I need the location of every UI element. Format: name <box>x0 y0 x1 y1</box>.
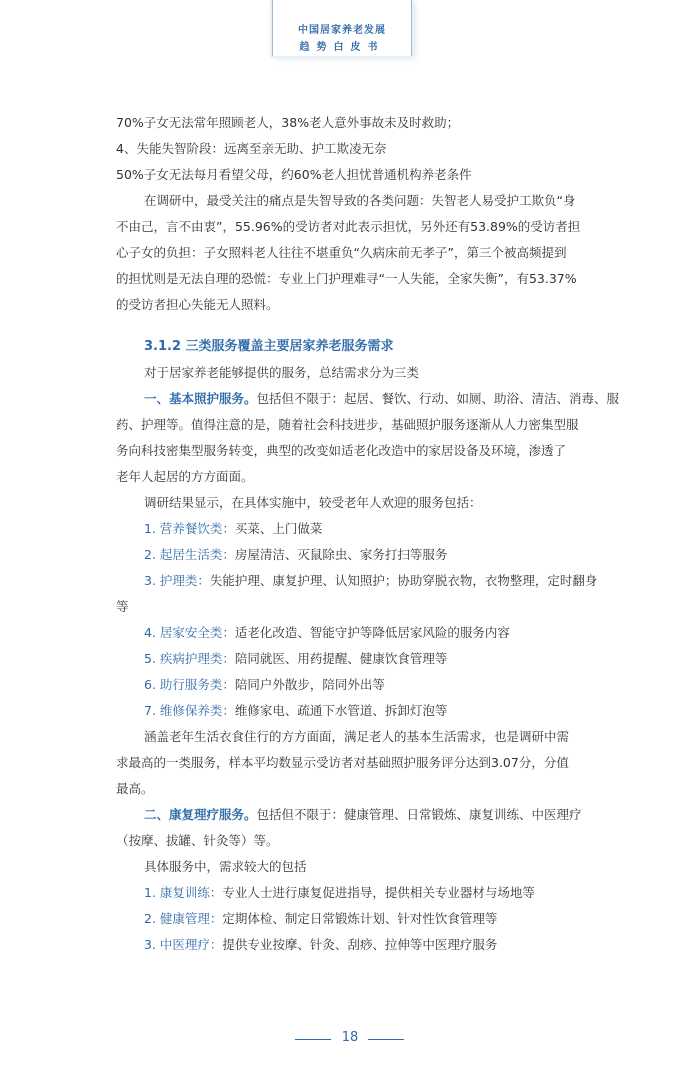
rehab-service-item <box>116 906 586 932</box>
page-footer <box>0 1030 700 1050</box>
header-title-line2: 趋势白皮书 <box>299 42 385 53</box>
basic-care-line <box>116 386 620 412</box>
page-number: 18 <box>341 1030 359 1045</box>
rehab-label: 二、康复理疗服务。 <box>144 807 257 822</box>
service-text: 陪同户外散步，陪同外出等 <box>234 677 385 692</box>
paragraph: 70%子女无法常年照顾老人，38%老人意外事故未及时救助； <box>116 115 460 130</box>
paragraph: 50%子女无法每月看望父母，约60%老人担忧普通机构养老条件 <box>116 167 472 182</box>
service-text: 失能护理、康复护理、认知照护；协助穿脱衣物，衣物整理，定时翻身 <box>209 573 598 588</box>
rehab-intro-text: 具体服务中，需求较大的包括 <box>144 859 307 874</box>
basic-care-line: 务向科技密集型服务转变，典型的改变如适老化改造中的家居设备及环境，渗透了 <box>116 443 567 458</box>
header-title-line1: 中国居家养老发展 <box>298 25 386 36</box>
basic-care-label: 一、基本照护服务。 <box>144 391 257 406</box>
service-item <box>116 542 586 568</box>
summary-line: 涵盖老年生活衣食住行的方方面面，满足老人的基本生活需求，也是调研中需 <box>144 729 570 744</box>
rehab-service-text: 专业人士进行康复促进指导，提供相关专业器材与场地等 <box>222 885 535 900</box>
service-item <box>116 672 586 698</box>
service-text: 房屋清洁、灭鼠除虫、家务打扫等服务 <box>234 547 448 562</box>
service-label: 7. 维修保养类： <box>144 703 235 718</box>
rehab-service-item <box>116 880 586 906</box>
service-text: 维修家电、疏通下水管道、拆卸灯泡等 <box>234 703 448 718</box>
service-label: 2. 起居生活类： <box>144 547 235 562</box>
rehab-service-text: 提供专业按摩、针灸、刮痧、拉伸等中医理疗服务 <box>222 937 498 952</box>
service-label: 4. 居家安全类： <box>144 625 235 640</box>
service-text: 买菜、上门做菜 <box>234 521 323 536</box>
service-item <box>116 620 586 646</box>
intro-text: 对于居家养老能够提供的服务，总结需求分为三类 <box>144 365 420 380</box>
paragraph: 4、失能失智阶段：远离至亲无助、护工欺凌无奈 <box>116 141 387 156</box>
survey-paragraph-line: 不由己，言不由衷”，55.96%的受访者对此表示担忧，另外还有53.89%的受访者担 <box>116 219 581 234</box>
survey-paragraph-line: 的担忧则是无法自理的恐慌：专业上门护理难寻“一人失能，全家失衡”，有53.37% <box>116 271 577 286</box>
section-heading: 3.1.2 三类服务覆盖主要居家养老服务需求 <box>144 339 394 354</box>
service-item <box>116 568 598 594</box>
summary-line: 最高。 <box>116 781 154 796</box>
service-label: 6. 助行服务类： <box>144 677 235 692</box>
survey-paragraph-line: 在调研中，最受关注的痛点是失智导致的各类问题：失智老人易受护工欺负“身 <box>144 193 576 208</box>
service-label: 3. 护理类： <box>144 573 210 588</box>
survey-paragraph-line: 的受访者担心失能无人照料。 <box>116 297 279 312</box>
rehab-line: （按摩、拔罐、针灸等）等。 <box>116 833 279 848</box>
survey-result-text: 调研结果显示，在具体实施中，较受老年人欢迎的服务包括： <box>144 495 482 510</box>
rehab-service-text: 定期体检、制定日常锻炼计划、针对性饮食管理等 <box>222 911 498 926</box>
service-item-continuation: 等 <box>116 599 129 614</box>
basic-care-text: 包括但不限于：起居、餐饮、行动、如厕、助浴、清洁、消毒、服 <box>256 391 620 406</box>
basic-care-line: 药、护理等。值得注意的是，随着社会科技进步，基础照护服务逐渐从人力密集型服 <box>116 417 579 432</box>
page-header-tab <box>272 0 412 56</box>
rehab-line <box>116 802 586 828</box>
service-item <box>116 516 586 542</box>
basic-care-line: 老年人起居的方方面面。 <box>116 469 254 484</box>
rehab-service-label: 2. 健康管理： <box>144 911 223 926</box>
service-label: 1. 营养餐饮类： <box>144 521 235 536</box>
summary-line: 求最高的一类服务，样本平均数显示受访者对基础照护服务评分达到3.07分，分值 <box>116 755 569 770</box>
service-text: 陪同就医、用药提醒、健康饮食管理等 <box>234 651 448 666</box>
survey-paragraph-line: 心子女的负担：子女照料老人往往不堪重负“久病床前无孝子”，第三个被高频提到 <box>116 245 567 260</box>
service-text: 适老化改造、智能守护等降低居家风险的服务内容 <box>234 625 510 640</box>
page-content <box>116 110 620 958</box>
rehab-service-label: 3. 中医理疗： <box>144 937 223 952</box>
footer-divider-right <box>368 1039 404 1040</box>
rehab-text: 包括但不限于：健康管理、日常锻炼、康复训练、中医理疗 <box>256 807 582 822</box>
service-item <box>116 698 586 724</box>
service-item <box>116 646 586 672</box>
rehab-service-item <box>116 932 586 958</box>
service-label: 5. 疾病护理类： <box>144 651 235 666</box>
rehab-service-label: 1. 康复训练： <box>144 885 223 900</box>
